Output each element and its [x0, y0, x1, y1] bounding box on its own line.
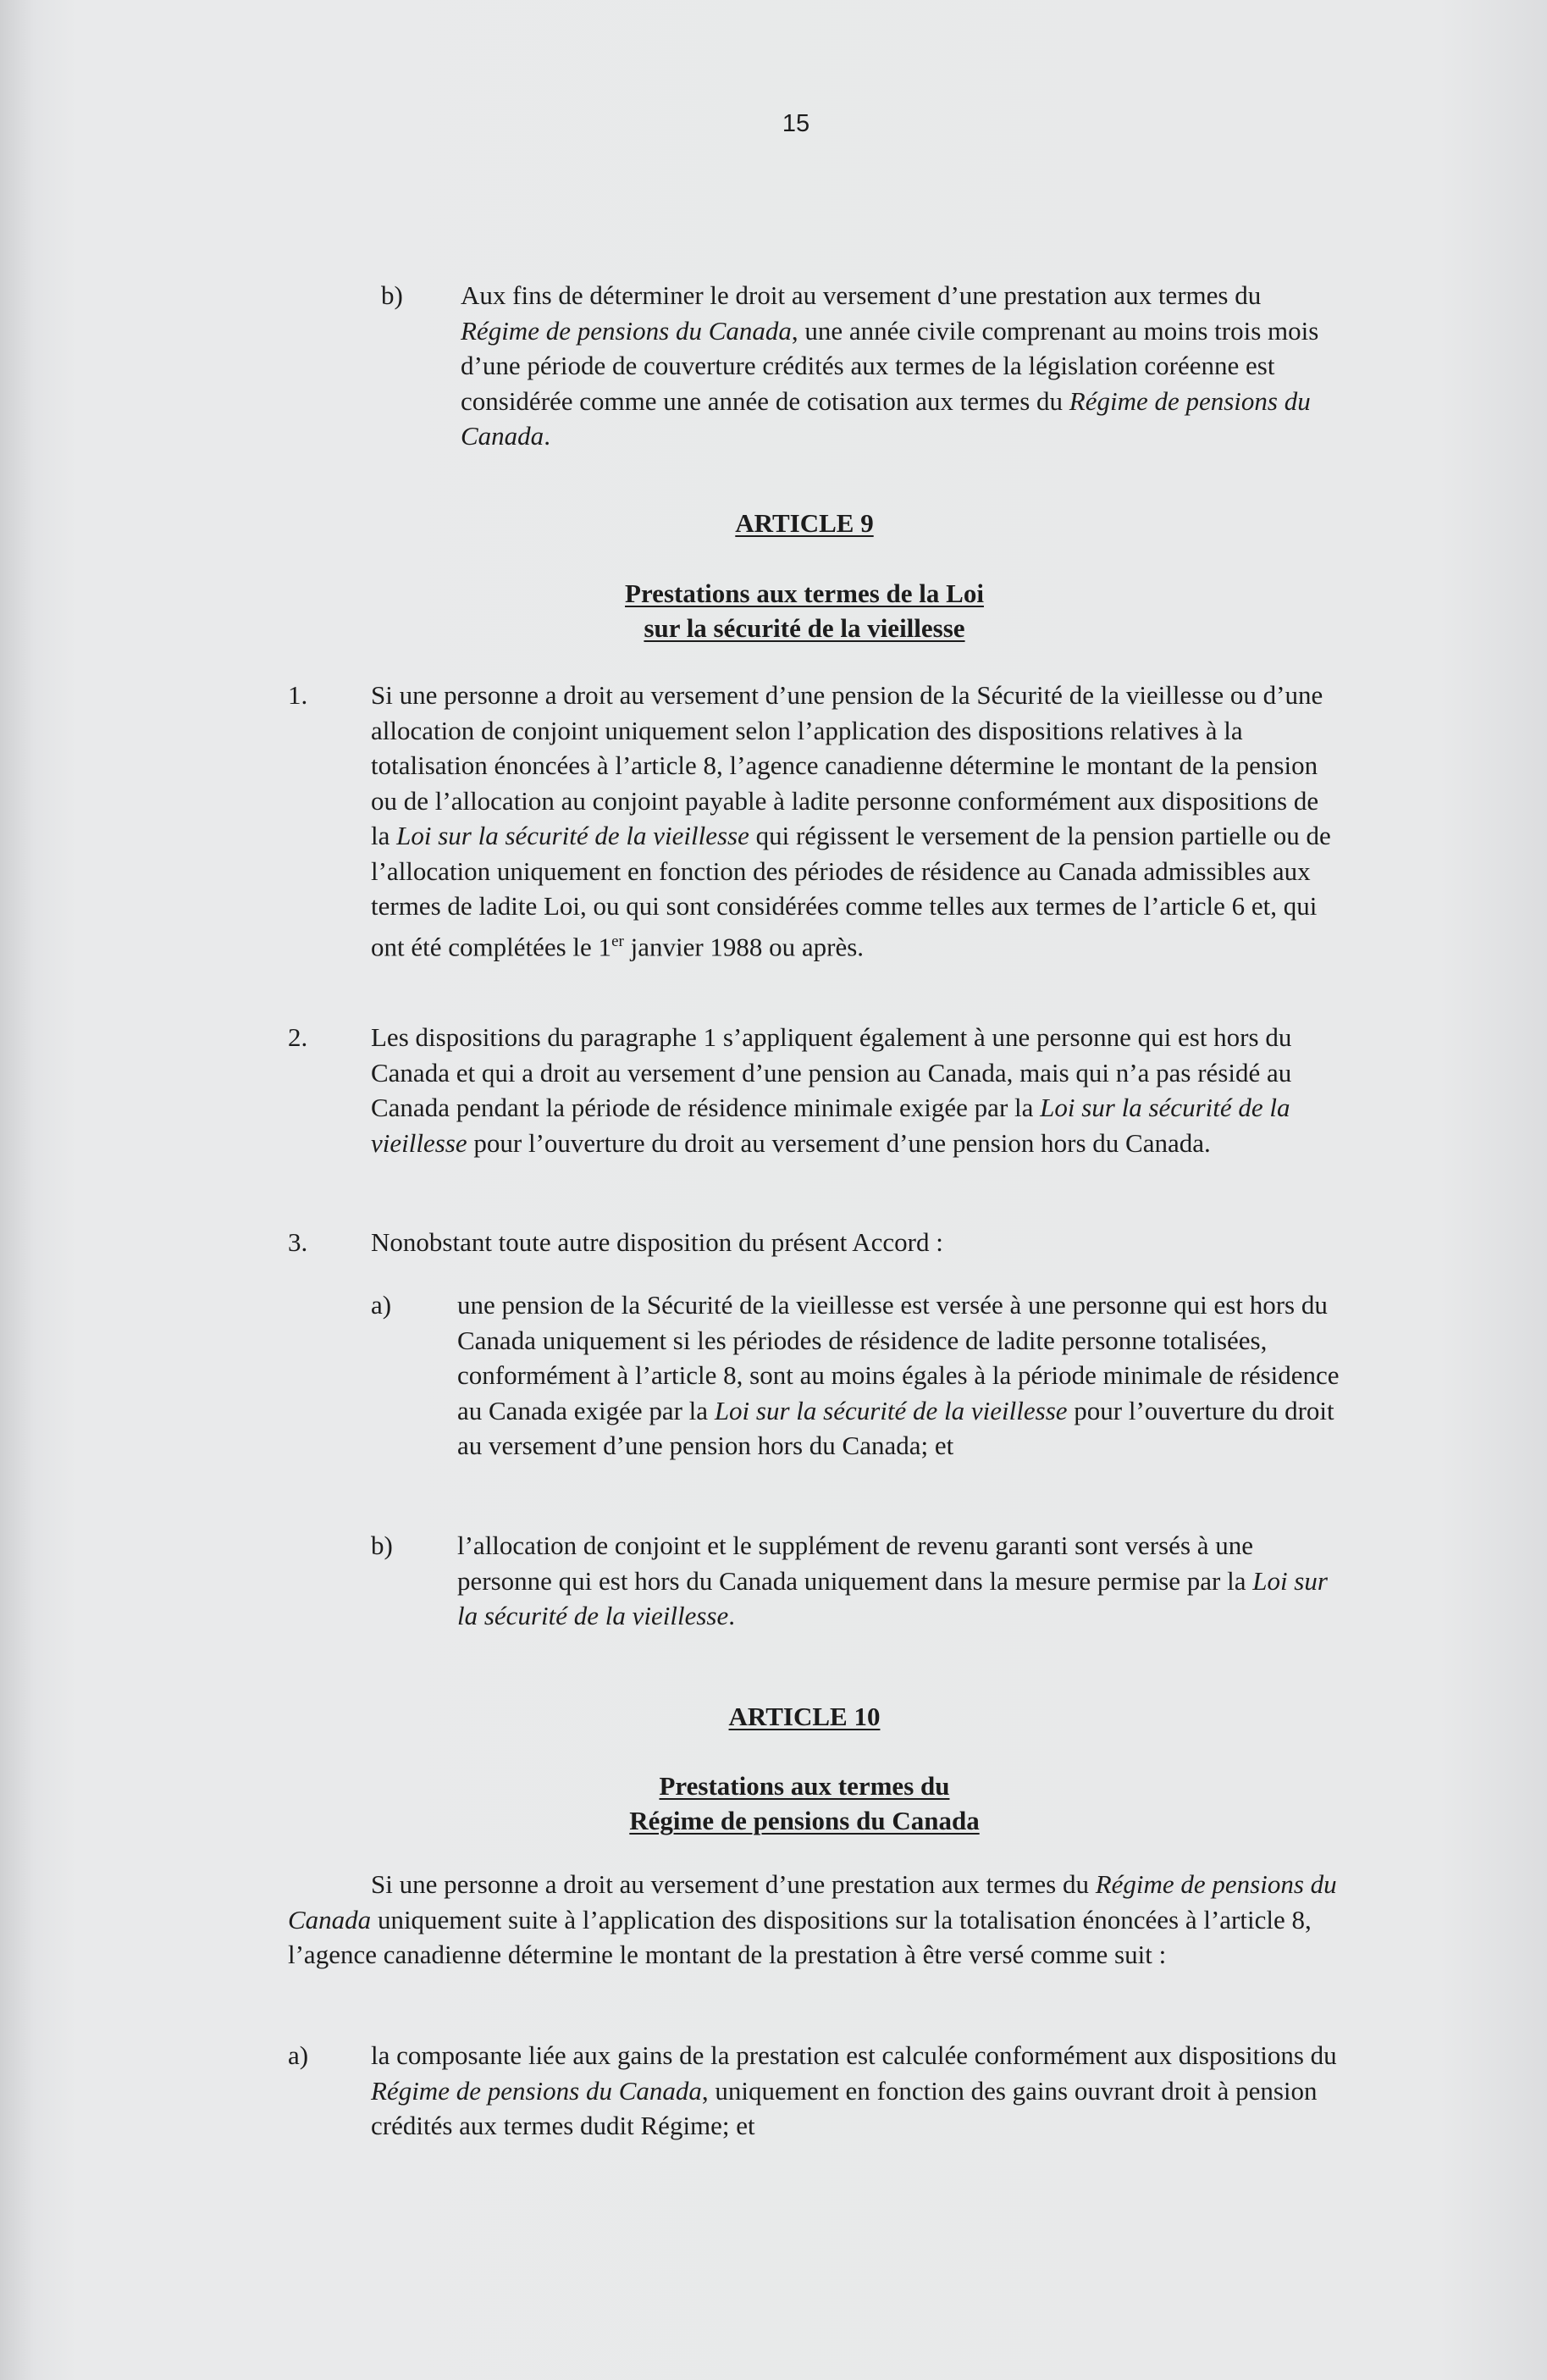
article-9-paragraph-1: Si une personne a droit au versement d’une pension de la Sécurité de la vieillesse ou d’une allocation de conjoint uniquement selon l’application des dispositions relatives à la totalisation énoncées à l’article 8, l’agence canadienne détermine le montant de la pension ou de l’allocation au conjoint payable à ladite personne conformément aux dispositions de la Loi sur la sécurité de la vieillesse qui régissent le versement de la pension partielle ou de l’allocation uniquement en fonction des périodes de résidence au Canada admissibles aux termes de ladite Loi, ou qui sont considérées comme telles aux termes de l’article 6 et, qui ont été complétées le 1er janvier 1988 ou après.	[371, 680, 1331, 961]
article-9-p2-number: 2.	[288, 1022, 308, 1052]
article-9-subheading-line-1: Prestations aux termes de la Loi	[625, 578, 984, 608]
article-9-p3b-label: b)	[371, 1530, 393, 1560]
article-9-paragraph-3b: l’allocation de conjoint et le supplément de revenu garanti sont versés à une personne qui est hors du Canada uniquement dans la mesure permise par la Loi sur la sécurité de la vieillesse.	[457, 1530, 1328, 1630]
article-10-pa-label: a)	[288, 2040, 309, 2070]
intro-b-paragraph: Aux fins de déterminer le droit au versement d’une prestation aux termes du Régime de pensions du Canada, une année civile comprenant au moins trois mois d’une période de couverture crédités aux termes de la législation coréenne est considérée comme une année de cotisation aux termes du Régime de pensions du Canada.	[461, 280, 1319, 451]
article-9-paragraph-2: Les dispositions du paragraphe 1 s’appliquent également à une personne qui est hors du Canada et qui a droit au versement d’une pension au Canada, mais qui n’a pas résidé au Canada pendant la période de résidence minimale exigée par la Loi sur la sécurité de la vieillesse pour l’ouverture du droit au versement d’une pension hors du Canada.	[371, 1022, 1292, 1158]
article-10-paragraph-a: la composante liée aux gains de la prestation est calculée conformément aux dispositions du Régime de pensions du Canada, uniquement en fonction des gains ouvrant droit à pension crédités aux termes dudit Régime; et	[371, 2040, 1337, 2140]
article-9-subheading-line-2: sur la sécurité de la vieillesse	[644, 613, 965, 643]
article-10-intro-paragraph: Si une personne a droit au versement d’une prestation aux termes du Régime de pensions du Canada uniquement suite à l’application des dispositions sur la totalisation énoncées à l’article 8, l’agence canadienne détermine le montant de la prestation à être versé comme suit :	[288, 1869, 1337, 1969]
page-number: 15	[782, 110, 810, 137]
article-10-subheading-line-1: Prestations aux termes du	[659, 1771, 950, 1801]
article-9-paragraph-3: Nonobstant toute autre disposition du présent Accord :	[371, 1227, 943, 1257]
article-9-paragraph-3a: une pension de la Sécurité de la vieillesse est versée à une personne qui est hors du Canada uniquement si les périodes de résidence de ladite personne totalisées, conformément à l’article 8, sont au moins égales à la période minimale de résidence au Canada exigée par la Loi sur la sécurité de la vieillesse pour l’ouverture du droit au versement d’une pension hors du Canada; et	[457, 1290, 1340, 1460]
article-10-heading: ARTICLE 10	[728, 1702, 881, 1731]
intro-b-label: b)	[381, 280, 403, 310]
article-9-p3-number: 3.	[288, 1227, 308, 1257]
article-9-p3a-label: a)	[371, 1290, 392, 1320]
article-10-subheading-line-2: Régime de pensions du Canada	[629, 1806, 980, 1835]
article-9-p1-number: 1.	[288, 680, 308, 710]
article-9-heading: ARTICLE 9	[735, 508, 874, 538]
